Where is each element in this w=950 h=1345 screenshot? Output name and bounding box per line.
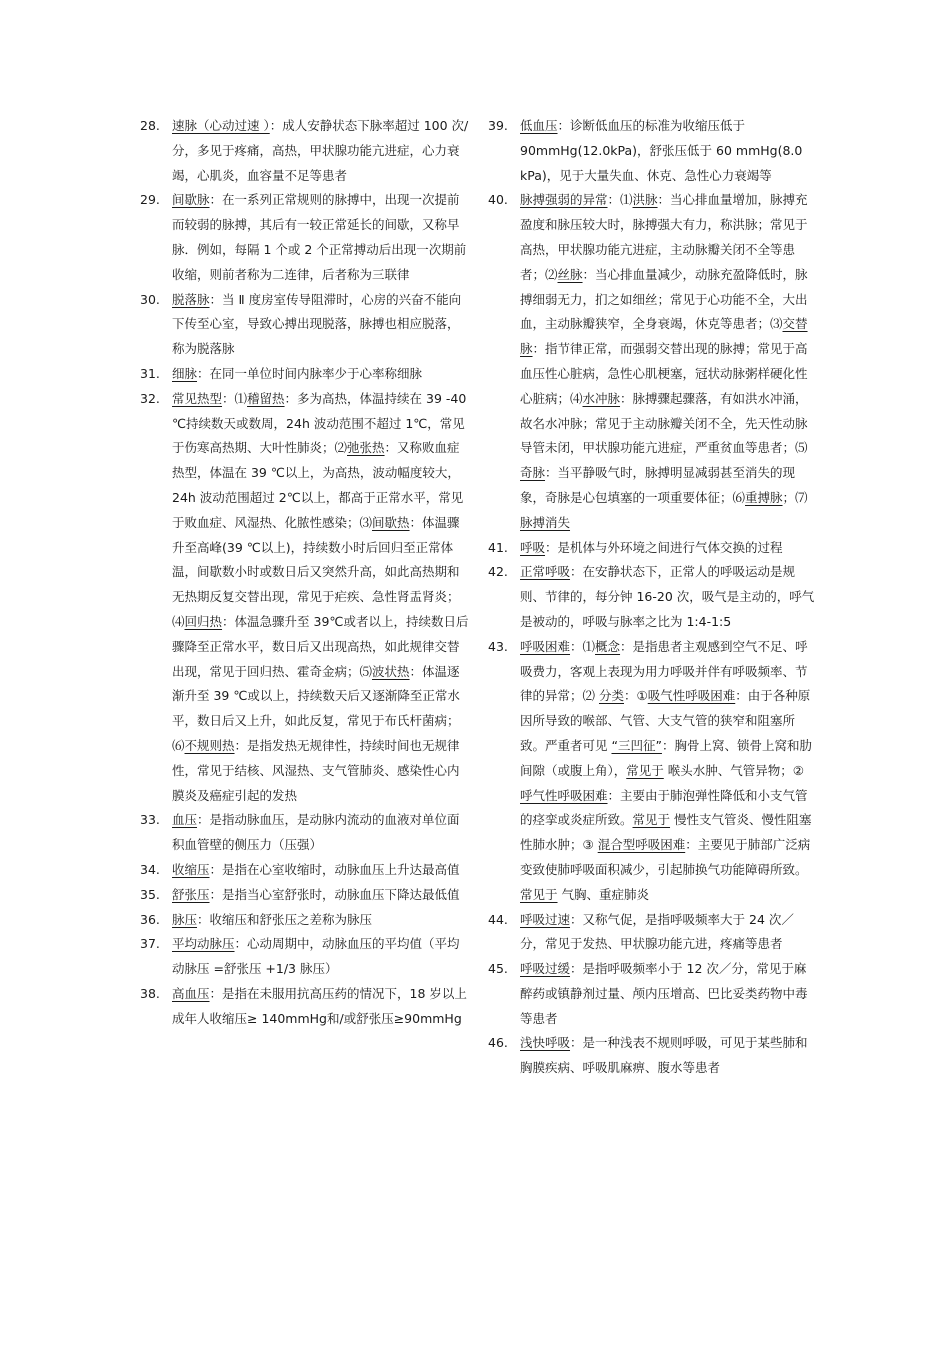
- entry-number: 37.: [140, 936, 160, 952]
- definition-text: ：心动周期中，动脉血压的平均值（平均动脉压 =舒张压 +1/3 脉压）: [172, 936, 460, 977]
- definition-text: ：指节律正常，而强弱交替出现的脉搏；常见于高血压性心脏病，急性心肌梗塞，冠状动脉粥样硬化性心脏病；⑷: [520, 341, 808, 406]
- definition-text: ：主要见于肺部广泛病变致使肺呼吸面积减少，引起肺换气功能障碍所致。: [520, 837, 811, 877]
- term-label: 呼吸: [520, 539, 546, 555]
- definition-text: 气胸、重症肺炎: [557, 886, 649, 902]
- term-label: “三凹征”: [611, 737, 662, 753]
- definition-text: 喉头水肿、气管异物；②: [663, 762, 804, 778]
- term-entry: [140, 114, 470, 188]
- term-entry: [140, 908, 470, 933]
- entry-number: 35.: [140, 886, 160, 902]
- term-entry: [140, 808, 470, 858]
- term-label: 稽留热: [247, 390, 285, 406]
- term-label: 舒张压: [172, 886, 210, 902]
- term-label: 血压: [172, 812, 198, 828]
- definition-text: ：是指呼吸频率小于 12 次／分，常见于麻醉药或镇静剂过量、颅内压增高、巴比妥类药物中毒等患者: [520, 961, 808, 1026]
- term-label: 吸气性呼吸困难: [647, 688, 736, 704]
- right-column: [488, 114, 818, 1081]
- term-entry: [488, 536, 818, 561]
- term-label: 水冲脉: [582, 390, 621, 406]
- term-label: 波状热: [372, 663, 410, 679]
- term-label: 弛张热: [347, 440, 385, 456]
- term-label: 低血压: [520, 118, 558, 133]
- entry-number: 38.: [140, 985, 160, 1001]
- term-entry: [140, 982, 470, 1032]
- entry-number: 34.: [140, 861, 160, 877]
- term-label: 呼吸过速: [520, 911, 571, 927]
- definition-text: ：收缩压和舒张压之差称为脉压: [197, 911, 373, 927]
- term-label: 呼吸困难: [520, 638, 571, 654]
- term-label: 脉搏消失: [520, 514, 571, 530]
- term-label: 高血压: [172, 985, 210, 1001]
- definition-text: 慢性支气管炎、慢性阻塞性肺水肿；③: [520, 812, 812, 853]
- entry-number: 30.: [140, 291, 160, 307]
- definition-text: ：当心排血量减少，动脉充盈降低时，脉搏细弱无力，扪之如细丝；常见于心功能不全，大出血，主动脉瓣狭窄，全身衰竭，休克等患者；⑶: [520, 266, 808, 332]
- entry-number: 29.: [140, 192, 160, 208]
- term-entry: [140, 387, 470, 809]
- entry-number: 43.: [488, 638, 508, 654]
- definition-text: ：①: [624, 688, 648, 704]
- entry-number: 32.: [140, 390, 160, 406]
- term-label: 脉压: [172, 911, 198, 927]
- definition-text: ：由于各种原因所导致的喉部、气管、大支气管的狭窄和阻塞所致。严重者可见: [520, 688, 811, 753]
- left-column: [140, 114, 470, 1031]
- term-label: 呼气性呼吸困难: [520, 787, 608, 803]
- definition-text: ：又称气促，是指呼吸频率大于 24 次／分，常见于发热、甲状腺功能亢进，疼痛等患者: [520, 911, 794, 952]
- term-label: 概念: [595, 638, 621, 654]
- term-label: 交替脉: [520, 316, 808, 357]
- definition-text: ：在一系列正常规则的脉搏中，出现一次提前而较弱的脉搏，其后有一较正常延长的间歇，又称早脉．例如，每隔 1 个或 2 个正常搏动后出现一次期前收缩，则前者称为二连律，后者称为三联律: [172, 192, 467, 282]
- term-entry: [488, 957, 818, 1031]
- term-entry: [140, 362, 470, 387]
- entry-number: 44.: [488, 911, 508, 927]
- definition-text: ：体温急骤升至 39℃或者以上，持续数日后骤降至正常水平，数日后又出现高热，如此规律交替出现，常见于回归热、霍奇金病；⑸: [172, 613, 469, 679]
- term-label: 呼吸过缓: [520, 961, 571, 977]
- term-label: 洪脉: [632, 192, 658, 208]
- entry-number: 41.: [488, 539, 508, 555]
- definition-text: ：体温逐渐升至 39 ℃或以上，持续数天后又逐渐降至正常水平，数日后又上升，如此反复，常见于布氏杆菌病；⑹: [172, 663, 460, 753]
- term-entry: [140, 858, 470, 883]
- definition-text: ：⑴: [222, 390, 248, 406]
- term-label: 脉搏强弱的异常: [520, 192, 608, 208]
- entry-number: 36.: [140, 911, 160, 927]
- entry-number: 33.: [140, 812, 160, 828]
- term-label: 间歇热: [372, 514, 410, 530]
- definition-text: ：又称败血症热型，体温在 39 ℃以上，为高热，波动幅度较大，24h 波动范围超过 2℃以上，都高于正常水平，常见于败血症、风湿热、化脓性感染；⑶: [172, 440, 464, 530]
- definition-text: ：⑴: [607, 192, 633, 208]
- term-entry: [140, 188, 470, 287]
- entry-number: 46.: [488, 1035, 508, 1051]
- term-label: 间歇脉: [172, 192, 210, 208]
- definition-text: ：多为高热，体温持续在 39 -40 ℃持续数天或数周，24h 波动范围不超过 1℃，常见于伤寒高热期、大叶性肺炎；⑵: [172, 390, 467, 456]
- term-entry: [140, 883, 470, 908]
- definition-text: ：当平静吸气时，脉搏明显减弱甚至消失的现象，奇脉是心包填塞的一项重要体征；⑹: [520, 465, 796, 505]
- definition-text: ；⑺: [782, 489, 808, 505]
- term-label: 常见于: [520, 886, 558, 902]
- term-label: 常见于: [632, 812, 671, 828]
- term-label: 奇脉: [520, 465, 546, 481]
- definition-text: ：当心排血量增加，脉搏充盈度和脉压较大时，脉搏强大有力，称洪脉；常见于高热，甲状腺功能亢进症，主动脉瓣关闭不全等患者；⑵: [520, 192, 808, 282]
- term-entry: [488, 560, 818, 634]
- term-entry: [488, 1031, 818, 1081]
- entry-number: 39.: [488, 118, 508, 133]
- definition-text: ：是指患者主观感到空气不足、呼吸费力，客观上表现为用力呼吸并伴有呼吸频率、节律的异常；⑵: [520, 638, 808, 704]
- definition-text: ：⑴: [570, 638, 596, 654]
- definition-text: ：体温骤升至高峰(39 ℃以上)，持续数小时后回归至正常体温，间歇数小时或数日后又突然升高，如此高热期和无热期反复交替出现，常见于疟疾、急性肾盂肾炎；⑷: [172, 514, 460, 629]
- definition-text: ：脉搏骤起骤落，有如洪水冲涌，故名水冲脉；常见于主动脉瓣关闭不全，先天性动脉导管未闭，甲状腺功能亢进症，严重贫血等患者；⑸: [520, 390, 808, 456]
- term-label: 浅快呼吸: [520, 1035, 571, 1051]
- definition-text: ：是指当心室舒张时，动脉血压下降达最低值: [209, 886, 460, 902]
- definition-text: ：胸骨上窝、锁骨上窝和肋间隙（或腹上角），: [520, 737, 812, 778]
- definition-text: ：主要由于肺泡弹性降低和小支气管的痉挛或炎症所致。: [520, 787, 808, 828]
- term-label: 常见热型: [172, 390, 223, 406]
- term-label: 速脉（心动过速 ）: [172, 118, 270, 133]
- entry-number: 45.: [488, 961, 508, 977]
- definition-text: ：是指发热无规律性，持续时间也无规律性，常见于结核、风湿热、支气管肺炎、感染性心内膜炎及癌症引起的发热: [172, 737, 460, 803]
- definition-text: ：是指在心室收缩时，动脉血压上升达最高值: [209, 861, 460, 877]
- term-label: 正常呼吸: [520, 564, 571, 580]
- term-entry: [140, 932, 470, 982]
- entry-number: 31.: [140, 365, 160, 381]
- term-label: 常见于: [626, 762, 664, 778]
- definition-text: ：当 Ⅱ 度房室传导阻滞时，心房的兴奋不能向下传至心室，导致心搏出现脱落，脉搏也相应脱落，称为脱落脉: [172, 291, 462, 357]
- definition-text: ：是一种浅表不规则呼吸，可见于某些肺和胸膜疾病、呼吸肌麻痹、腹水等患者: [520, 1035, 808, 1076]
- definition-text: ：是指动脉血压，是动脉内流动的血液对单位面积血管壁的侧压力（压强）: [172, 812, 460, 853]
- term-entry: [488, 635, 818, 908]
- term-label: 分类: [598, 688, 624, 704]
- term-label: 细脉: [172, 365, 198, 381]
- term-label: 平均动脉压: [172, 936, 235, 952]
- term-entry: [488, 908, 818, 958]
- definition-text: ：成人安静状态下脉率超过 100 次/分，多见于疼痛，高热，甲状腺功能亢进症，心力衰竭，心肌炎，血容量不足等患者: [172, 118, 469, 183]
- definition-text: ：在安静状态下，正常人的呼吸运动是规则、节律的，每分钟 16-20 次，吸气是主动的，呼气是被动的，呼吸与脉率之比为 1:4-1:5: [520, 564, 815, 629]
- term-entry: [488, 188, 818, 535]
- entry-number: 40.: [488, 192, 508, 208]
- definition-text: ：是机体与外环境之间进行气体交换的过程: [545, 539, 783, 555]
- term-entry: [140, 288, 470, 362]
- term-label: 脱落脉: [172, 291, 210, 307]
- term-label: 丝脉: [557, 266, 583, 282]
- definition-text: ：是指在未服用抗高压药的情况下，18 岁以上成年人收缩压≥ 140mmHg和/或舒张压≥90mmHg: [172, 985, 467, 1026]
- term-entry: [488, 114, 818, 188]
- term-label: 回归热: [184, 613, 223, 629]
- term-label: 不规则热: [184, 737, 235, 753]
- term-label: 混合型呼吸困难: [597, 837, 686, 853]
- definition-text: ：诊断低血压的标准为收缩压低于 90mmHg(12.0kPa)，舒张压低于 60 mmHg(8.0 kPa)，见于大量失血、休克、急性心力衰竭等: [520, 118, 803, 183]
- entry-number: 28.: [140, 118, 160, 133]
- definition-text: ：在同一单位时间内脉率少于心率称细脉: [197, 365, 423, 381]
- term-label: 收缩压: [172, 861, 210, 877]
- term-label: 重搏脉: [745, 489, 783, 505]
- entry-number: 42.: [488, 564, 508, 580]
